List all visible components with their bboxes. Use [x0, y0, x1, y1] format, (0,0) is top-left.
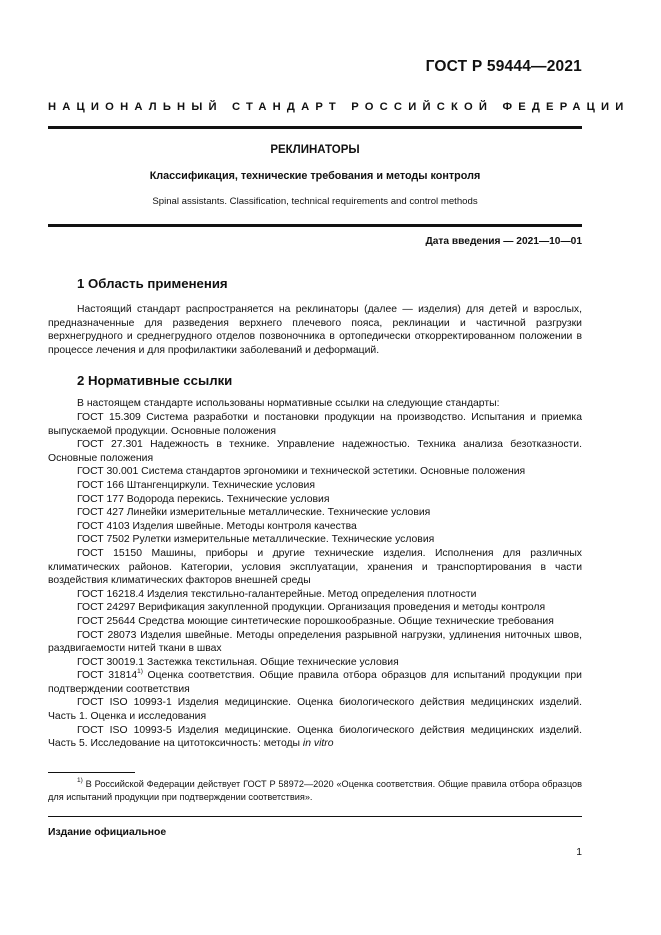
- reference-text: Оценка соответствия. Общие правила отбора образцов для испытаний продукции при подтверждении соответствия: [48, 670, 582, 695]
- national-standard-banner: НАЦИОНАЛЬНЫЙ СТАНДАРТ РОССИЙСКОЙ ФЕДЕРАЦИИ: [48, 101, 630, 113]
- reference-item: ГОСТ 15.309 Система разработки и постановки продукции на производство. Испытания и приемка выпускаемой продукции. Основные положения: [48, 412, 582, 437]
- footnote-marker: 1): [77, 777, 83, 784]
- reference-item: ГОСТ 25644 Средства моющие синтетические порошкообразные. Общие технические требования: [77, 615, 554, 627]
- reference-item: ГОСТ 4103 Изделия швейные. Методы контроля качества: [77, 520, 357, 532]
- section-2-intro: В настоящем стандарте использованы нормативные ссылки на следующие стандарты:: [77, 398, 500, 409]
- reference-item: ГОСТ 30019.1 Застежка текстильная. Общие технические условия: [77, 656, 399, 668]
- reference-text: ГОСТ ISO 10993-5 Изделия медицинские. Оценка биологического действия медицинских изделий. Часть 5. Исследование на цитотоксичность: методы: [48, 724, 582, 750]
- reference-item: ГОСТ 177 Водорода перекись. Технические условия: [77, 493, 330, 505]
- footnote-separator: [48, 772, 135, 773]
- footer-rule: [48, 816, 582, 817]
- footnote: [48, 778, 582, 804]
- reference-item: ГОСТ 27.301 Надежность в технике. Управление надежностью. Техника анализа безотказности. Основные положения: [48, 439, 582, 464]
- reference-item: ГОСТ 24297 Верификация закупленной продукции. Организация проведения и методы контроля: [77, 602, 546, 614]
- reference-item: ГОСТ 16218.4 Изделия текстильно-галантерейные. Метод определения плотности: [77, 588, 477, 600]
- reference-item: ГОСТ 30.001 Система стандартов эргономики и технической эстетики. Основные положения: [77, 466, 526, 478]
- footnote-marker: 1): [137, 668, 143, 676]
- reference-item: ГОСТ 166 Штангенциркули. Технические условия: [77, 479, 315, 491]
- section-2-heading: 2 Нормативные ссылки: [77, 373, 233, 388]
- edition-label: Издание официальное: [48, 827, 167, 838]
- reference-item: ГОСТ 427 Линейки измерительные металлические. Технические условия: [77, 507, 431, 519]
- document-title-english: Spinal assistants. Classification, technical requirements and control methods: [152, 196, 478, 207]
- reference-item: ГОСТ 7502 Рулетки измерительные металлические. Технические условия: [77, 534, 435, 546]
- reference-item-31814: [48, 669, 582, 696]
- title-top-rule: [48, 126, 582, 129]
- effective-date: Дата введения — 2021—10—01: [425, 236, 582, 247]
- page-number: 1: [576, 847, 582, 858]
- footnote-text: В Российской Федерации действует ГОСТ Р 58972—2020 «Оценка соответствия. Общие правила отбора образцов для испытаний продукции при подтверждении соответствия».: [48, 779, 582, 802]
- section-1-paragraph: Настоящий стандарт распространяется на реклинаторы (далее — изделия) для детей и взрослых, предназначенные для разведения верхнего плечевого пояса, реклинации и частичной разгрузки верхнегрудного и среднегрудного отделов позвоночника в ортопедически откорректированном положении в процессе лечения и для профилактики заболеваний и деформаций.: [48, 304, 582, 356]
- reference-item: ГОСТ ISO 10993-1 Изделия медицинские. Оценка биологического действия медицинских изделий. Часть 1. Оценка и исследования: [48, 697, 582, 723]
- normative-references-list: [48, 411, 582, 751]
- reference-item: ГОСТ 28073 Изделия швейные. Методы определения разрывной нагрузки, удлинения ниточных швов, раздвигаемости нитей ткани в швах: [48, 629, 582, 655]
- document-subtitle: Классификация, технические требования и методы контроля: [149, 170, 481, 182]
- document-title: РЕКЛИНАТОРЫ: [270, 144, 360, 156]
- reference-item-10993-5: [48, 724, 582, 751]
- standard-number: ГОСТ Р 59444—2021: [425, 58, 582, 75]
- title-bottom-rule: [48, 224, 582, 227]
- reference-italic-term: in vitro: [302, 738, 334, 750]
- section-1-heading: 1 Область применения: [77, 276, 228, 291]
- reference-code: ГОСТ 31814: [77, 670, 138, 682]
- reference-item: ГОСТ 15150 Машины, приборы и другие технические изделия. Исполнения для различных климатических районов. Категории, условия эксплуатации, хранения и транспортирования в части воздействия климатических факторов внешней среды: [48, 547, 582, 587]
